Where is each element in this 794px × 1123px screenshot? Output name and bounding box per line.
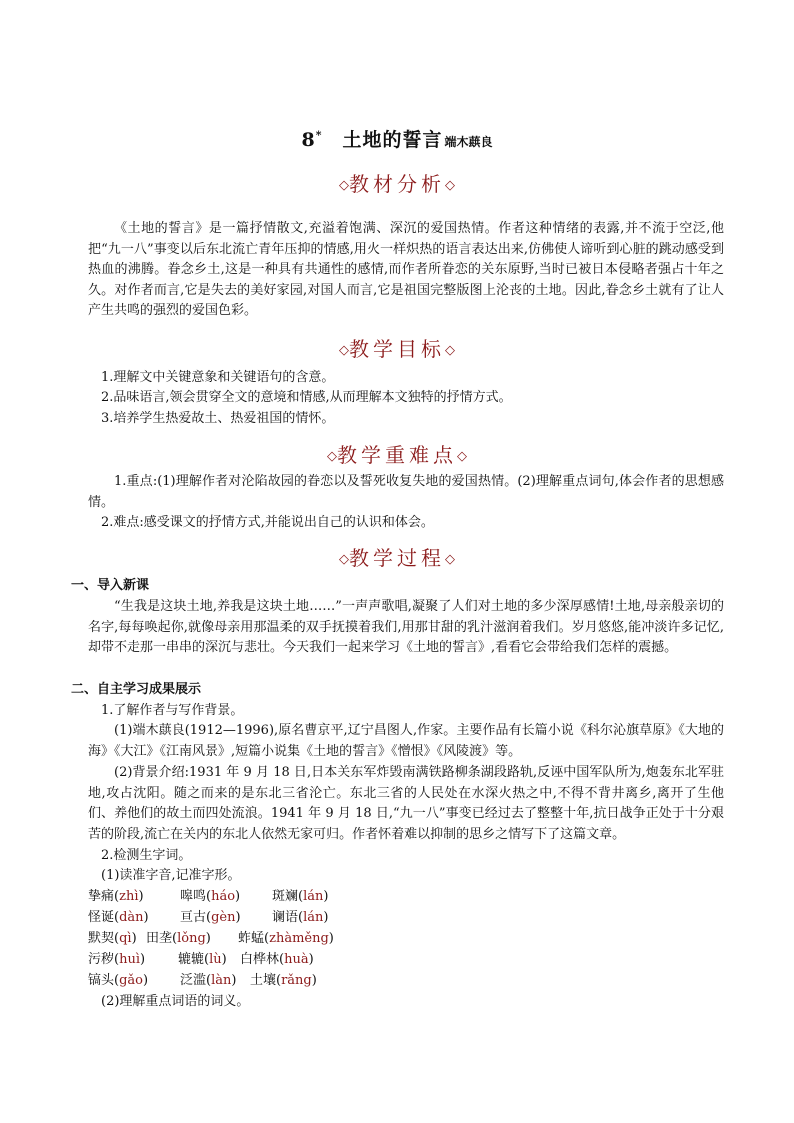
vocab-row (88, 908, 328, 929)
diamond-icon: ◇ (445, 178, 455, 193)
sub-step-1: (1)读准字音,记准字形。 (101, 868, 241, 883)
goal-item: 2.品味语言,领会贯穿全文的意境和情感,从而理解本文独特的抒情方式。 (101, 390, 512, 405)
diamond-icon: ◇ (339, 552, 349, 567)
process-part-1-heading: 一、导入新课 (71, 578, 150, 593)
vocab-item: 土壤(rǎng) (250, 973, 317, 988)
vocab-item: 怪诞(dàn) (88, 910, 149, 925)
vocab-item: 默契(qì) (88, 931, 137, 946)
step-2: 2.检测生字词。 (101, 848, 192, 863)
goal-item: 3.培养学生热爱故土、热爱祖国的情怀。 (101, 411, 335, 426)
vocab-item: 田垄(lǒng) (146, 931, 211, 946)
vocab-item: 亘古(gèn) (180, 910, 241, 925)
diamond-icon: ◇ (327, 449, 337, 464)
vocab-item: 污秽(huì) (88, 952, 146, 967)
lesson-title (0, 125, 794, 152)
lesson-number: 8* (301, 128, 323, 151)
vocab-item: 辘辘(lù) (178, 952, 227, 967)
vocab-item: 泛滥(làn) (180, 973, 237, 988)
step-1: 1.了解作者与写作背景。 (101, 703, 244, 718)
diamond-icon: ◇ (445, 552, 455, 567)
key-point-2: 2.难点:感受课文的抒情方式,并能说出自己的认识和体会。 (101, 515, 434, 530)
section-heading-key-points: ◇教学重难点◇ (327, 443, 467, 467)
diamond-icon: ◇ (339, 343, 349, 358)
vocab-row (88, 929, 334, 950)
vocab-item: 蚱蜢(zhàměng) (238, 931, 334, 946)
sub-step-2: (2)理解重点词语的词义。 (101, 994, 250, 1009)
diamond-icon: ◇ (457, 449, 467, 464)
author-info-paragraph: (1)端木蕻良(1912—1996),原名曹京平,辽宁昌图人,作家。主要作品有长篇小说《科尔沁旗草原》《大地的海》《大江》《江南风景》,短篇小说集《土地的誓言》《憎恨》《风陵渡》等。 (88, 723, 724, 759)
goal-item: 1.理解文中关键意象和关键语句的含意。 (101, 370, 335, 385)
diamond-icon: ◇ (339, 178, 349, 193)
vocab-item: 镐头(gǎo) (88, 973, 149, 988)
section-heading-process: ◇教学过程◇ (339, 546, 455, 570)
vocab-item: 嗥鸣(háo) (180, 889, 241, 904)
vocab-row (88, 887, 328, 908)
section-heading-goals: ◇教学目标◇ (339, 337, 455, 361)
process-part-2-heading: 二、自主学习成果展示 (71, 682, 202, 697)
intro-paragraph: “生我是这块土地,养我是这块土地……”一声声歌唱,凝聚了人们对土地的多少深厚感情!土地,母亲般亲切的名字,每每唤起你,就像母亲用那温柔的双手抚摸着我们,用那甘甜的乳汁滋润着我们。岁月悠悠,能冲淡许多记忆,却带不走那一串串的深沉与悲壮。今天我们一起来学习《土地的誓言》,看看它会带给我们怎样的震撼。 (88, 599, 724, 656)
key-point-1: 1.重点:(1)理解作者对沦陷故园的眷恋以及誓死收复失地的爱国热情。(2)理解重点词句,体会作者的思想感情。 (88, 474, 724, 510)
vocab-row (88, 971, 317, 992)
vocab-item: 白桦林(huà) (240, 952, 314, 967)
diamond-icon: ◇ (445, 343, 455, 358)
vocab-row (88, 950, 314, 971)
section-heading-analysis: ◇教材分析◇ (339, 172, 455, 196)
vocab-item: 谰语(lán) (272, 910, 329, 925)
lesson-title-text: 土地的誓言 (342, 129, 443, 151)
lesson-author: 端木蕻良 (444, 135, 493, 149)
vocab-item: 挚痛(zhì) (88, 889, 144, 904)
vocab-item: 斑斓(lán) (272, 889, 329, 904)
background-paragraph: (2)背景介绍:1931 年 9 月 18 日,日本关东军炸毁南满铁路柳条湖段路轨,反诬中国军队所为,炮轰东北军驻地,攻占沈阳。随之而来的是东北三省沦亡。东北三省的人民处在水深火热之中,不得不背井离乡,离开了生他们、养他们的故土而四处流浪。1941 年 9 月 18 日,“九一八”事变已经过去了整整十年,抗日战争正处于十分艰苦的阶段,流亡在关内的东北人依然无家可归。作者怀着难以抑制的思乡之情写下了这篇文章。 (88, 765, 724, 842)
analysis-paragraph: 《土地的誓言》是一篇抒情散文,充溢着饱满、深沉的爱国热情。作者这种情绪的表露,并不流于空泛,他把“九一八”事变以后东北流亡青年压抑的情感,用火一样炽热的语言表达出来,仿佛使人谛听到心脏的跳动感受到热血的沸腾。眷念乡土,这是一种具有共通性的感情,而作者所眷恋的关东原野,当时已被日本侵略者强占十年之久。对作者而言,它是失去的美好家园,对国人而言,它是祖国完整版图上沦丧的土地。因此,眷念乡土就有了让人产生共鸣的强烈的爱国色彩。 (88, 221, 724, 319)
